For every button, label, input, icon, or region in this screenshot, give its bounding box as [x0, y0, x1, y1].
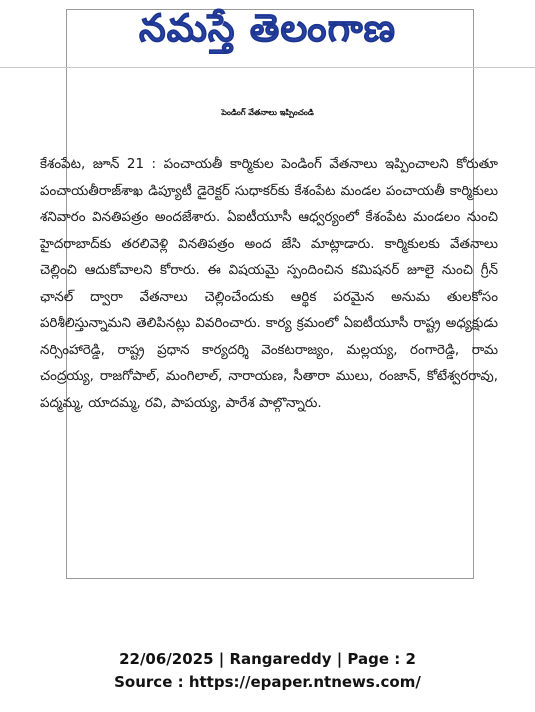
article-body: కేశంపేట, జూన్ 21 : పంచాయతీ కార్మికుల పెండింగ్ వేతనాలు ఇప్పించాలని కోరుతూ పంచాయతీరాజ్‌శాఖ డిప్యూటీ డైరెక్టర్ సుధాకర్‌కు కేశంపేట మండల పంచాయతీ కార్మికులు శనివారం వినతిపత్రం అందజేశారు. ఏఐటీయూసీ ఆధ్వర్యంలో కేశంపేట మండలం నుంచి హైదరాబాద్‌కు తరలివెళ్లి వినతిపత్రం అంద జేసి మాట్లాడారు. కార్మికులకు వేతనాలు చెల్లించి ఆదుకోవాలని కోరారు. ఈ విషయమై స్పందించిన కమిషనర్ జూలై నుంచి గ్రీన్ ఛానల్ ద్వారా వేతనాలు చెల్లించేందుకు ఆర్థిక పరమైన అనుమ తులకోసం పరిశీలిస్తున్నామని తెలిపినట్లు వివరించారు. కార్య క్రమంలో ఏఐటీయూసీ రాష్ట్ర అధ్యక్షుడు నర్సింహారెడ్డి, రాష్ట్ర ప్రధాన కార్యదర్శి వెంకటరాజ్యం, మల్లయ్య, రంగారెడ్డి, రామ చంద్రయ్య, రాజగోపాల్, మంగిలాల్, నారాయణ, సీతారా ములు, రంజాన్, కోటేశ్వరరావు, పద్మమ్మ, యాదమ్మ, రవి, పాపయ్య, పారేశ పాల్గొన్నారు.	[40, 157, 498, 411]
newspaper-masthead	[0, 2, 535, 64]
masthead-logo-text: నమస్తే తెలంగాణ	[139, 6, 396, 50]
edition-info: 22/06/2025 | Rangareddy | Page : 2	[119, 650, 416, 668]
source-link[interactable]: Source : https://epaper.ntnews.com/	[114, 673, 421, 691]
article-headline: పెండింగ్ వేతనాలు ఇప్పించండి	[221, 108, 314, 117]
masthead-divider	[0, 67, 535, 68]
